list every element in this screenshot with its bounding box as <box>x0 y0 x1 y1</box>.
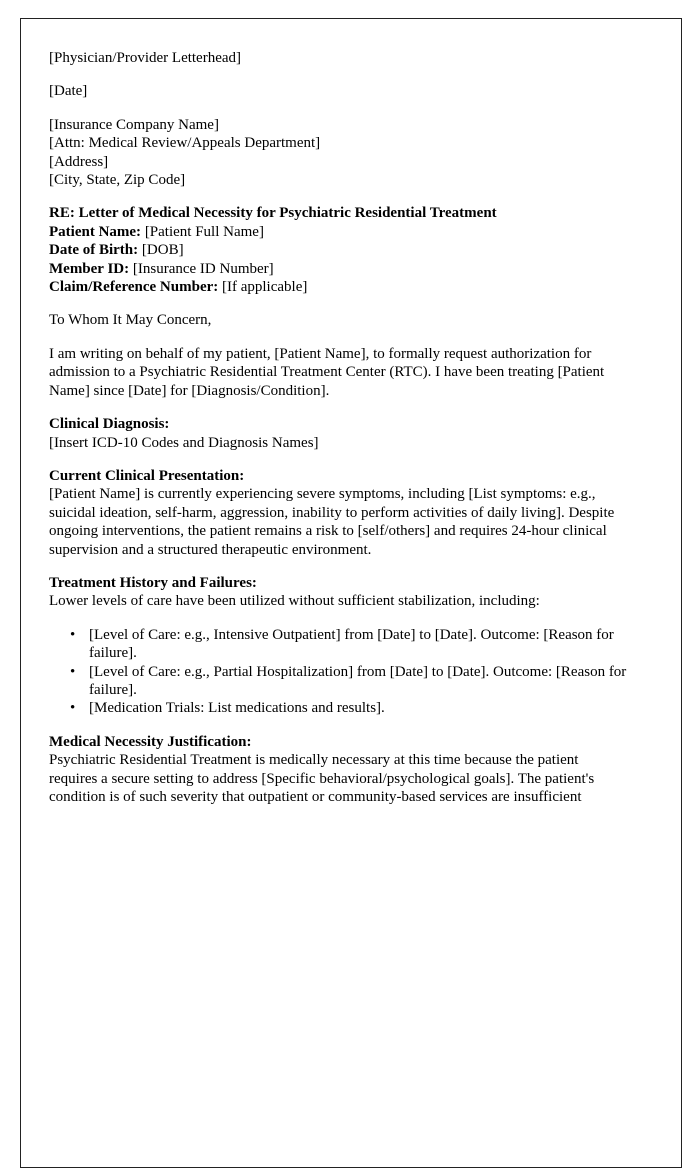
section-clinical-diagnosis <box>49 415 629 452</box>
section-heading: Treatment History and Failures: <box>49 574 257 591</box>
field-dob <box>49 241 629 259</box>
field-label: Member ID: <box>49 260 130 277</box>
field-patient-name <box>49 223 629 241</box>
letter-page <box>20 18 682 1168</box>
salutation-line: To Whom It May Concern, <box>49 312 212 329</box>
field-claim-number <box>49 278 629 296</box>
field-value: [DOB] <box>141 242 184 259</box>
list-item-text: [Medication Trials: List medications and results]. <box>89 700 385 717</box>
bullet-icon: • <box>70 626 76 643</box>
section-body: Lower levels of care have been utilized without sufficient stabilization, including: <box>49 593 540 610</box>
field-value: [Insurance ID Number] <box>132 260 274 277</box>
letterhead-line: [Physician/Provider Letterhead] <box>49 50 242 66</box>
section-body: Psychiatric Residential Treatment is medically necessary at this time because the patient requires a secure setting to address [Specific behavioral/psychological goals]. The patient's condition is of such severity that outpatient or community-based services are insufficient <box>49 752 595 805</box>
list-item-text: [Level of Care: e.g., Partial Hospitalization] from [Date] to [Date]. Outcome: [Reason for failure]. <box>89 663 627 698</box>
subject-line: RE: Letter of Medical Necessity for Psychiatric Residential Treatment <box>49 205 497 222</box>
section-heading: Medical Necessity Justification: <box>49 733 252 750</box>
section-treatment-history <box>49 574 629 718</box>
field-value: [Patient Full Name] <box>144 223 264 240</box>
field-member-id <box>49 260 629 278</box>
section-heading: Clinical Diagnosis: <box>49 416 170 433</box>
list-item <box>49 699 629 717</box>
recipient-company: [Insurance Company Name] <box>49 116 219 133</box>
field-label: Date of Birth: <box>49 242 139 259</box>
field-value: [If applicable] <box>222 279 308 296</box>
field-label: Claim/Reference Number: <box>49 279 219 296</box>
intro-paragraph: I am writing on behalf of my patient, [Patient Name], to formally request authorization for admission to a Psychiatric Residential Treatment Center (RTC). I have been treating [Patient Name] since [Date] for [Diagnosis/Condition]. <box>49 345 605 399</box>
section-heading: Current Clinical Presentation: <box>49 467 245 484</box>
list-item <box>49 626 629 663</box>
bullet-icon: • <box>70 663 76 680</box>
section-body: [Patient Name] is currently experiencing severe symptoms, including [List symptoms: e.g., suicidal ideation, self-harm, aggression, inability to perform activities of daily living]. Despite ongoing interventions, the patient remains a risk to [self/others] and requires 24-hour clinical supervision and a structured therapeutic environment. <box>49 486 615 558</box>
recipient-address: [Address] <box>49 153 109 170</box>
field-label: Patient Name: <box>49 223 142 240</box>
subject-and-patient-fields <box>49 204 629 296</box>
recipient-attn: [Attn: Medical Review/Appeals Department] <box>49 135 321 152</box>
list-item <box>49 663 629 700</box>
section-body: [Insert ICD-10 Codes and Diagnosis Names] <box>49 434 319 451</box>
section-medical-necessity <box>49 733 629 807</box>
list-item-text: [Level of Care: e.g., Intensive Outpatient] from [Date] to [Date]. Outcome: [Reason for failure]. <box>89 626 614 662</box>
date-line: [Date] <box>49 83 88 100</box>
recipient-address-block <box>49 116 629 190</box>
recipient-city: [City, State, Zip Code] <box>49 172 186 189</box>
bullet-icon: • <box>70 700 76 717</box>
section-current-presentation <box>49 467 629 559</box>
treatment-history-list <box>49 626 629 718</box>
